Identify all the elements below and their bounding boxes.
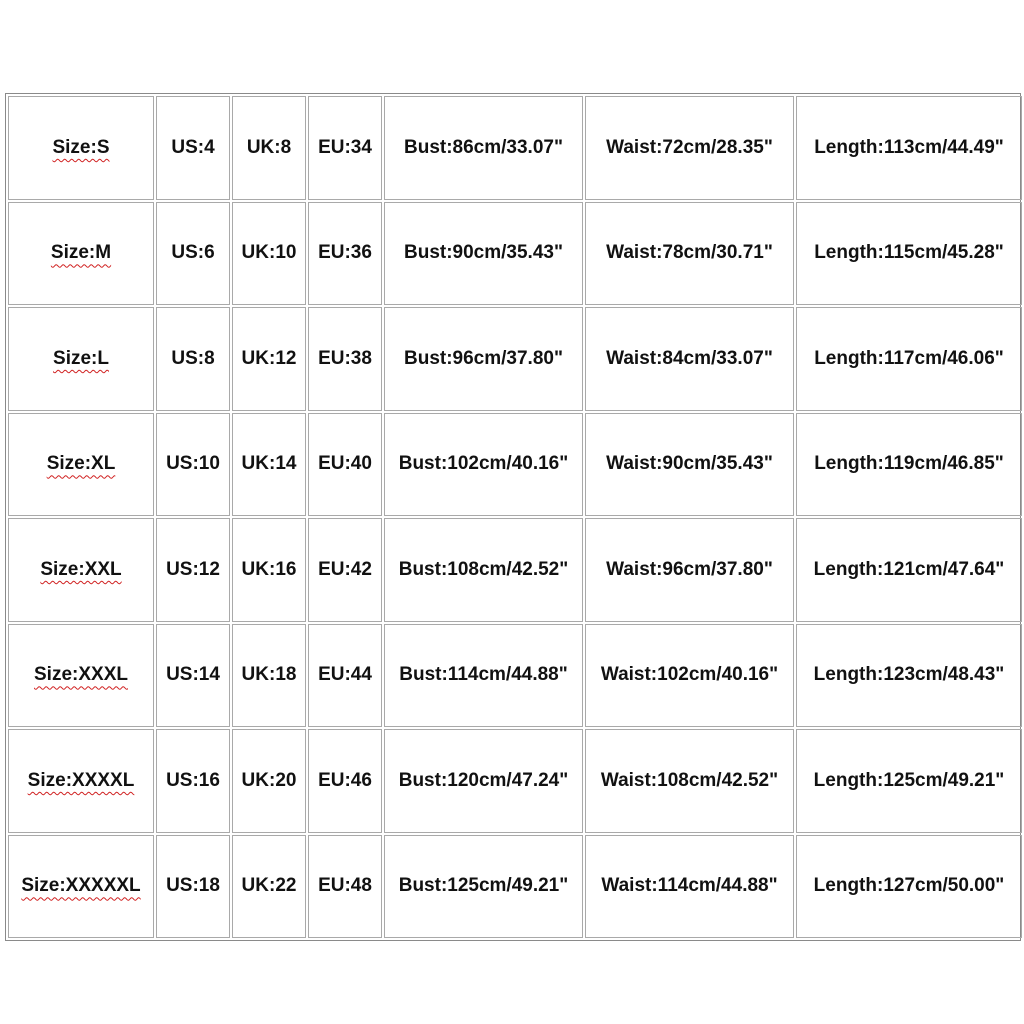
bust-cell: Bust:96cm/37.80" — [384, 307, 583, 411]
waist-cell: Waist:108cm/42.52" — [585, 729, 794, 833]
us-size-cell: US:12 — [156, 518, 230, 622]
size-cell — [8, 835, 154, 939]
uk-size-cell: UK:18 — [232, 624, 306, 728]
bust-cell: Bust:114cm/44.88" — [384, 624, 583, 728]
eu-size-cell: EU:38 — [308, 307, 382, 411]
size-cell — [8, 96, 154, 200]
length-cell: Length:125cm/49.21" — [796, 729, 1022, 833]
us-size-cell: US:8 — [156, 307, 230, 411]
size-label: Size:XXL — [40, 558, 122, 580]
bust-cell: Bust:120cm/47.24" — [384, 729, 583, 833]
size-label: Size:XXXXXL — [21, 875, 141, 897]
uk-size-cell: UK:8 — [232, 96, 306, 200]
size-cell — [8, 729, 154, 833]
waist-cell: Waist:114cm/44.88" — [585, 835, 794, 939]
size-cell — [8, 307, 154, 411]
waist-cell: Waist:90cm/35.43" — [585, 413, 794, 517]
eu-size-cell: EU:42 — [308, 518, 382, 622]
size-label: Size:L — [53, 347, 109, 369]
bust-cell: Bust:125cm/49.21" — [384, 835, 583, 939]
bust-cell: Bust:90cm/35.43" — [384, 202, 583, 306]
waist-cell: Waist:102cm/40.16" — [585, 624, 794, 728]
us-size-cell: US:10 — [156, 413, 230, 517]
length-cell: Length:121cm/47.64" — [796, 518, 1022, 622]
length-cell: Length:117cm/46.06" — [796, 307, 1022, 411]
length-cell: Length:119cm/46.85" — [796, 413, 1022, 517]
waist-cell: Waist:72cm/28.35" — [585, 96, 794, 200]
uk-size-cell: UK:22 — [232, 835, 306, 939]
us-size-cell: US:6 — [156, 202, 230, 306]
uk-size-cell: UK:20 — [232, 729, 306, 833]
size-chart-table — [5, 93, 1021, 941]
bust-cell: Bust:86cm/33.07" — [384, 96, 583, 200]
size-label: Size:XXXXL — [27, 769, 135, 791]
size-label: Size:M — [50, 242, 112, 264]
size-label: Size:XL — [46, 453, 116, 475]
us-size-cell: US:18 — [156, 835, 230, 939]
eu-size-cell: EU:34 — [308, 96, 382, 200]
waist-cell: Waist:84cm/33.07" — [585, 307, 794, 411]
us-size-cell: US:16 — [156, 729, 230, 833]
length-cell: Length:115cm/45.28" — [796, 202, 1022, 306]
length-cell: Length:113cm/44.49" — [796, 96, 1022, 200]
us-size-cell: US:14 — [156, 624, 230, 728]
uk-size-cell: UK:10 — [232, 202, 306, 306]
uk-size-cell: UK:14 — [232, 413, 306, 517]
length-cell: Length:123cm/48.43" — [796, 624, 1022, 728]
us-size-cell: US:4 — [156, 96, 230, 200]
eu-size-cell: EU:44 — [308, 624, 382, 728]
size-cell — [8, 202, 154, 306]
size-cell — [8, 413, 154, 517]
bust-cell: Bust:102cm/40.16" — [384, 413, 583, 517]
uk-size-cell: UK:16 — [232, 518, 306, 622]
eu-size-cell: EU:48 — [308, 835, 382, 939]
size-label: Size:S — [52, 136, 110, 158]
length-cell: Length:127cm/50.00" — [796, 835, 1022, 939]
size-label: Size:XXXL — [34, 664, 128, 686]
uk-size-cell: UK:12 — [232, 307, 306, 411]
eu-size-cell: EU:46 — [308, 729, 382, 833]
eu-size-cell: EU:36 — [308, 202, 382, 306]
size-cell — [8, 624, 154, 728]
size-cell — [8, 518, 154, 622]
waist-cell: Waist:96cm/37.80" — [585, 518, 794, 622]
bust-cell: Bust:108cm/42.52" — [384, 518, 583, 622]
eu-size-cell: EU:40 — [308, 413, 382, 517]
waist-cell: Waist:78cm/30.71" — [585, 202, 794, 306]
